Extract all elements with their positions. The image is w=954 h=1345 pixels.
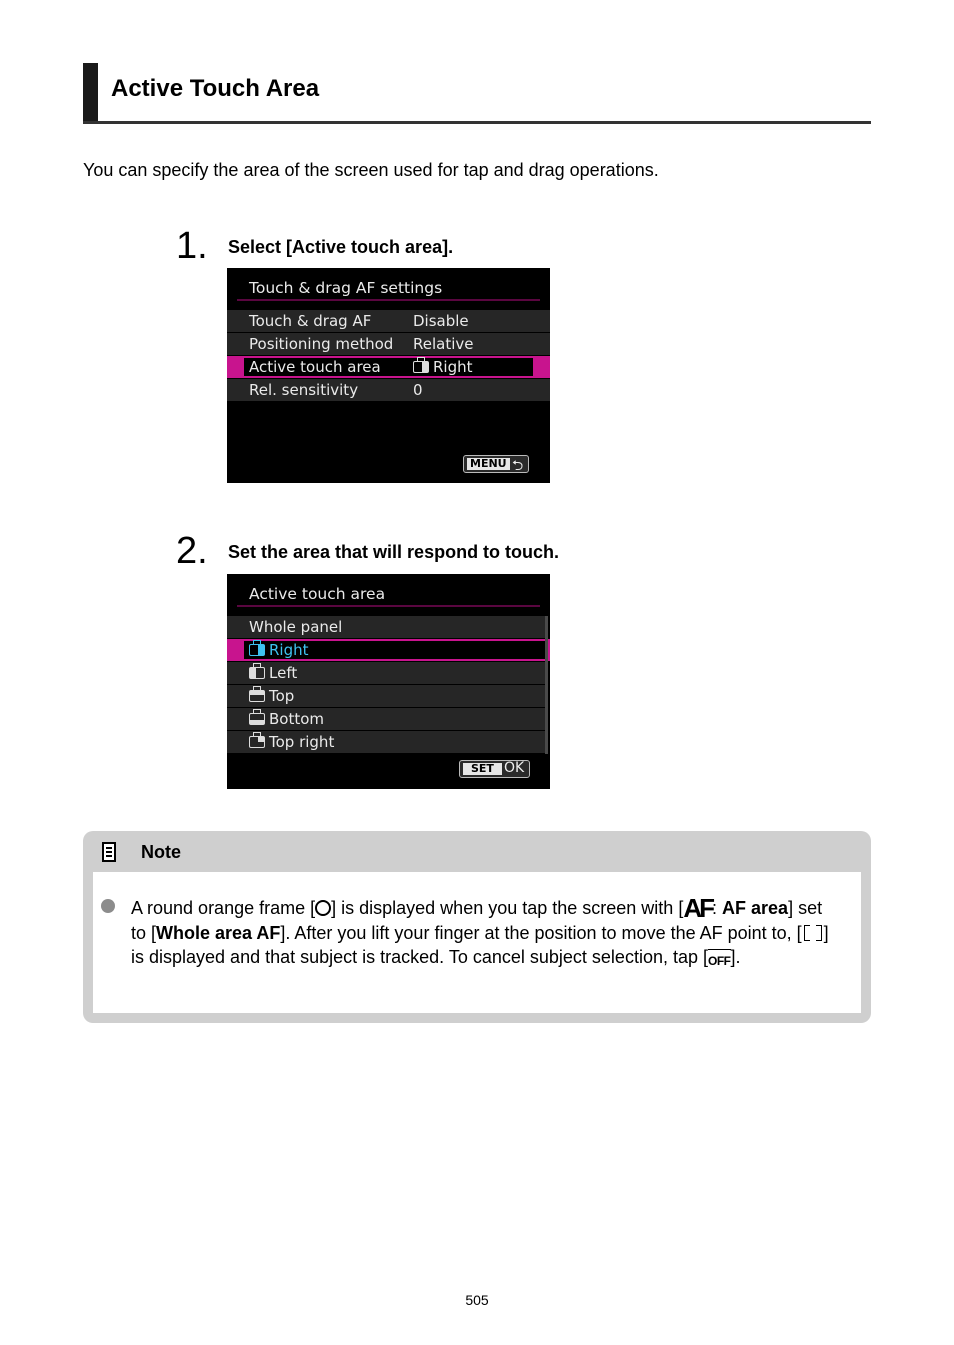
intro-text: You can specify the area of the screen used for tap and drag operations. <box>83 160 659 180</box>
af-area-term: AF area <box>722 898 789 918</box>
note-text-part: ] is displayed when you tap the screen with [ <box>331 898 684 918</box>
option-top[interactable] <box>227 685 545 707</box>
option-label: Whole panel <box>249 618 343 636</box>
menu-chip: MENU <box>467 458 510 470</box>
screen-2-rule <box>237 605 540 607</box>
screen-1-rule <box>237 299 540 301</box>
back-arrow-icon: ⮌ <box>512 458 524 474</box>
option-label-wrap <box>249 641 309 659</box>
ok-label: OK <box>504 760 525 776</box>
touch-area-top-icon <box>249 690 265 702</box>
note-box <box>83 831 871 1023</box>
touch-area-right-icon <box>249 644 265 656</box>
section-title: Active Touch Area <box>111 75 320 102</box>
menu-back-button[interactable] <box>463 455 529 473</box>
row-label: Touch & drag AF <box>249 312 372 330</box>
note-text-part: ]. After you lift your finger at the position to move the AF point to, [ <box>280 922 802 943</box>
row-label: Rel. sensitivity <box>249 381 359 399</box>
option-whole-panel[interactable] <box>227 616 545 638</box>
set-chip: SET <box>463 763 502 775</box>
option-label: Bottom <box>269 710 325 728</box>
set-ok-button[interactable] <box>459 760 530 778</box>
note-title: Note <box>141 842 181 862</box>
section-bar <box>83 63 98 121</box>
step-1-number: 1. <box>176 225 208 267</box>
screen-touch-drag-settings <box>227 268 550 483</box>
section-header <box>83 63 871 124</box>
touch-area-right-icon <box>413 361 429 373</box>
row-value-wrap <box>413 358 473 376</box>
note-text <box>131 893 831 970</box>
touch-area-left-icon <box>249 667 265 679</box>
row-value: Relative <box>413 335 474 353</box>
option-label-wrap <box>249 710 324 728</box>
page-number: 505 <box>465 1292 489 1308</box>
option-label: Top <box>269 687 295 705</box>
note-body <box>93 872 861 1013</box>
option-label: Top right <box>269 733 335 751</box>
whole-area-term: Whole area AF <box>156 922 281 943</box>
round-frame-icon <box>315 900 331 916</box>
note-text-part: ] is displayed and that subject is tracked. To cancel subject selection, tap [ <box>131 922 829 967</box>
note-text-part: : <box>712 898 723 918</box>
option-right[interactable] <box>227 639 550 661</box>
step-2-text: Set the area that will respond to touch. <box>228 542 560 562</box>
option-label-wrap <box>249 664 297 682</box>
scrollbar[interactable] <box>545 616 548 754</box>
option-label-wrap <box>249 733 334 751</box>
option-label: Right <box>269 641 309 659</box>
menu-row-positioning-method[interactable] <box>227 333 550 355</box>
af-tab-icon: AF <box>683 893 712 923</box>
option-bottom[interactable] <box>227 708 545 730</box>
menu-row-active-touch-area[interactable] <box>227 356 550 378</box>
screen-2-title: Active touch area <box>249 585 386 603</box>
touch-area-bottom-icon <box>249 713 265 725</box>
tracking-frame-icon <box>802 924 824 942</box>
option-label-wrap <box>249 687 294 705</box>
step-2-number: 2. <box>176 530 208 572</box>
note-text-part: ] set to [ <box>131 898 823 943</box>
tracking-off-icon: OFF <box>708 949 731 967</box>
row-value: Disable <box>413 312 469 330</box>
step-1-text: Select [Active touch area]. <box>228 237 454 257</box>
note-text-part: ]. <box>730 947 741 967</box>
row-value: 0 <box>413 381 423 399</box>
screen-active-touch-area <box>227 574 550 789</box>
row-label: Positioning method <box>249 335 394 353</box>
row-label: Active touch area <box>249 358 381 376</box>
option-top-right[interactable] <box>227 731 545 753</box>
option-left[interactable] <box>227 662 545 684</box>
menu-row-touch-drag-af[interactable] <box>227 310 550 332</box>
option-label: Left <box>269 664 298 682</box>
menu-row-rel-sensitivity[interactable] <box>227 379 550 401</box>
screen-1-title: Touch & drag AF settings <box>249 279 443 297</box>
bullet-icon <box>101 899 115 913</box>
touch-area-top-right-icon <box>249 736 265 748</box>
row-value: Right <box>433 358 473 376</box>
note-icon <box>102 842 116 862</box>
note-text-part: A round orange frame [ <box>131 898 316 918</box>
